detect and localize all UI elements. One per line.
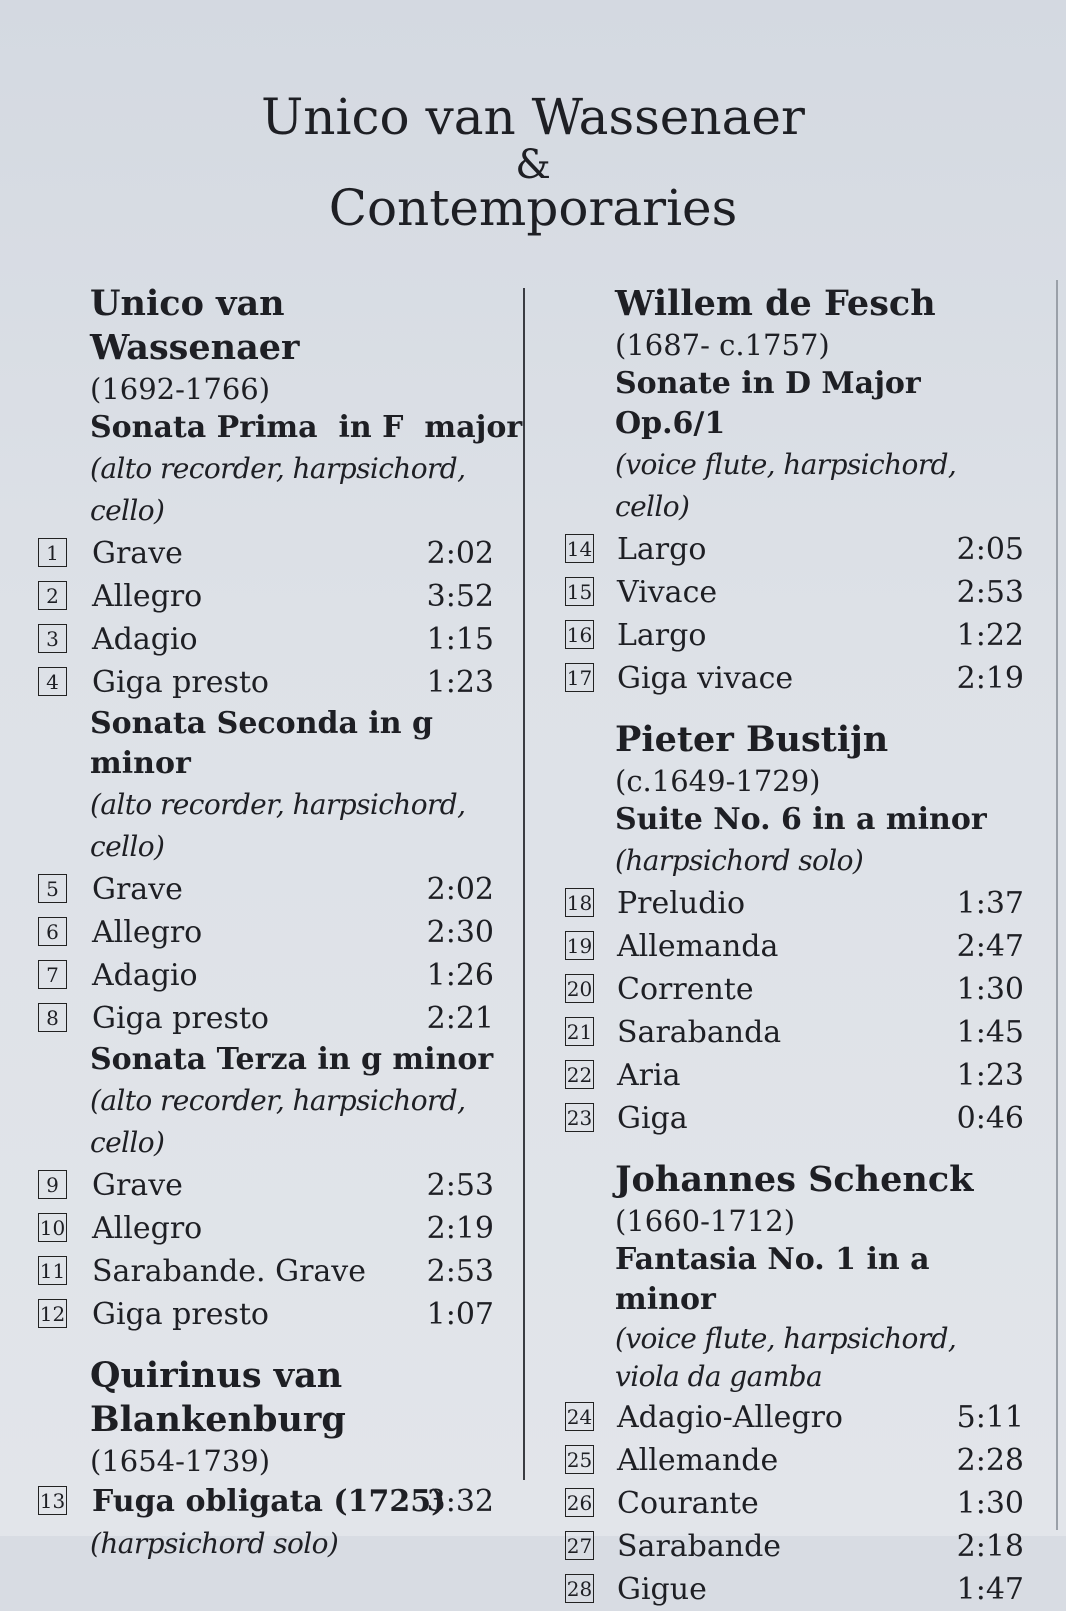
track-title: Adagio	[92, 958, 198, 993]
track-title: Allemande	[617, 1443, 779, 1478]
composer-name-line2: Blankenburg	[90, 1399, 346, 1440]
track-duration: 2:19	[426, 1211, 494, 1246]
work-instruments: (alto recorder, harpsichord, cello)	[90, 452, 466, 527]
track-title: Vivace	[617, 575, 718, 610]
track-title: Sarabande	[617, 1529, 782, 1564]
work-title: Sonata Prima in F major	[90, 410, 523, 445]
track-number: 10	[38, 1213, 67, 1242]
track-number: 19	[565, 931, 594, 960]
track-duration: 2:30	[426, 915, 494, 950]
track-number: 28	[565, 1574, 594, 1603]
track-list	[30, 1164, 500, 1336]
track-row	[555, 1054, 1030, 1097]
work-instruments-line1: (voice flute, harpsichord,	[615, 1322, 957, 1355]
track-title: Adagio-Allegro	[617, 1400, 843, 1435]
track-duration: 0:46	[956, 1101, 1024, 1136]
track-duration: 2:19	[956, 661, 1024, 696]
composer-name-line1: Quirinus van	[90, 1355, 343, 1396]
work-instruments: (harpsichord solo)	[90, 1527, 339, 1560]
work-title: Suite No. 6 in a minor	[615, 802, 987, 837]
track-list	[30, 1480, 500, 1523]
track-title: Gigue	[617, 1572, 707, 1607]
composer-name: Willem de Fesch	[615, 283, 936, 324]
track-row	[555, 968, 1030, 1011]
track-title: Preludio	[617, 886, 746, 921]
track-duration: 5:11	[956, 1400, 1024, 1435]
track-number: 23	[565, 1103, 594, 1132]
work-title: Sonata Seconda in g minor	[90, 706, 433, 781]
track-number: 17	[565, 663, 594, 692]
track-row	[555, 1097, 1030, 1140]
track-duration: 1:23	[956, 1058, 1024, 1093]
track-duration: 2:05	[956, 532, 1024, 567]
track-number: 24	[565, 1402, 594, 1431]
track-title: Allegro	[92, 579, 203, 614]
track-duration: 2:53	[426, 1254, 494, 1289]
track-row	[30, 868, 500, 911]
track-number: 15	[565, 577, 594, 606]
track-title: Aria	[617, 1058, 681, 1093]
track-title: Allegro	[92, 915, 203, 950]
composer-dates: (1692-1766)	[90, 372, 271, 406]
work-title: Sonate in D Major Op.6/1	[615, 366, 921, 441]
track-title: Giga	[617, 1101, 688, 1136]
track-row	[30, 575, 500, 618]
track-list	[30, 868, 500, 1040]
track-list	[555, 528, 1030, 700]
track-row	[555, 1482, 1030, 1525]
work-instruments-line2: viola da gamba	[615, 1360, 823, 1393]
track-title: Giga presto	[92, 1297, 269, 1332]
composer-dates: (1687- c.1757)	[615, 328, 830, 362]
track-number: 14	[565, 534, 594, 563]
track-title: Courante	[617, 1486, 759, 1521]
track-row	[555, 1525, 1030, 1568]
composer-name: Johannes Schenck	[615, 1159, 974, 1200]
track-title: Giga vivace	[617, 661, 794, 696]
track-number: 18	[565, 888, 594, 917]
track-title: Largo	[617, 532, 707, 567]
track-row	[30, 1480, 500, 1523]
track-duration: 3:32	[426, 1484, 494, 1519]
column-divider	[523, 288, 525, 1480]
track-number: 1	[38, 538, 67, 567]
track-row	[30, 1207, 500, 1250]
work-instruments: (alto recorder, harpsichord, cello)	[90, 788, 466, 863]
track-row	[555, 1439, 1030, 1482]
track-row	[555, 571, 1030, 614]
track-row	[555, 614, 1030, 657]
track-number: 5	[38, 874, 67, 903]
track-row	[555, 1396, 1030, 1439]
track-row	[555, 1568, 1030, 1611]
composer-dates: (1654-1739)	[90, 1444, 271, 1478]
track-number: 22	[565, 1060, 594, 1089]
track-duration: 1:07	[426, 1297, 494, 1332]
track-number: 20	[565, 974, 594, 1003]
track-duration: 2:18	[956, 1529, 1024, 1564]
section-gap	[555, 1140, 1030, 1158]
track-list	[30, 532, 500, 704]
track-number: 4	[38, 667, 67, 696]
left-column	[30, 282, 523, 1565]
work-instruments: (harpsichord solo)	[615, 844, 864, 877]
track-duration: 1:15	[426, 622, 494, 657]
track-row	[30, 1250, 500, 1293]
section-gap	[555, 700, 1030, 718]
track-title: Grave	[92, 1168, 183, 1203]
track-title: Adagio	[92, 622, 198, 657]
composer-name: Pieter Bustijn	[615, 719, 889, 760]
track-title: Allemanda	[617, 929, 779, 964]
track-duration: 2:47	[956, 929, 1024, 964]
composer-dates: (1660-1712)	[615, 1204, 796, 1238]
track-row	[30, 954, 500, 997]
track-row	[30, 997, 500, 1040]
track-duration: 1:45	[956, 1015, 1024, 1050]
track-title: Corrente	[617, 972, 754, 1007]
track-title: Giga presto	[92, 665, 269, 700]
track-duration: 1:47	[956, 1572, 1024, 1607]
track-duration: 1:37	[956, 886, 1024, 921]
album-title-line1: Unico van Wassenaer	[261, 88, 805, 146]
track-row	[30, 1164, 500, 1207]
track-row	[30, 1293, 500, 1336]
track-number: 7	[38, 960, 67, 989]
track-duration: 1:26	[426, 958, 494, 993]
track-row	[555, 925, 1030, 968]
track-duration: 3:52	[426, 579, 494, 614]
section-gap	[30, 1336, 500, 1354]
right-column	[555, 282, 1030, 1611]
track-row	[30, 661, 500, 704]
composer-dates: (c.1649-1729)	[615, 764, 821, 798]
work-title: Sonata Terza in g minor	[90, 1042, 494, 1077]
track-list	[555, 882, 1030, 1140]
track-number: 9	[38, 1170, 67, 1199]
track-number: 16	[565, 620, 594, 649]
track-title: Largo	[617, 618, 707, 653]
track-number: 12	[38, 1299, 67, 1328]
track-row	[555, 882, 1030, 925]
track-list	[555, 1396, 1030, 1611]
track-number: 11	[38, 1256, 67, 1285]
work-instruments: (alto recorder, harpsichord, cello)	[90, 1084, 466, 1159]
track-duration: 2:53	[426, 1168, 494, 1203]
track-number: 25	[565, 1445, 594, 1474]
track-duration: 2:28	[956, 1443, 1024, 1478]
track-row	[30, 532, 500, 575]
track-row	[30, 911, 500, 954]
album-title-ampersand: &	[515, 142, 551, 188]
track-duration: 1:30	[956, 1486, 1024, 1521]
track-title: Fuga obligata (1725)	[92, 1484, 446, 1519]
album-title-line3: Contemporaries	[328, 179, 738, 237]
track-row	[30, 618, 500, 661]
track-row	[555, 1011, 1030, 1054]
track-row	[555, 528, 1030, 571]
track-duration: 2:21	[426, 1001, 494, 1036]
track-title: Grave	[92, 872, 183, 907]
track-row	[555, 657, 1030, 700]
track-number: 26	[565, 1488, 594, 1517]
track-title: Sarabanda	[617, 1015, 782, 1050]
page-edge-line	[1056, 280, 1058, 1530]
work-instruments: (voice flute, harpsichord, cello)	[615, 448, 957, 523]
track-number: 3	[38, 624, 67, 653]
track-number: 6	[38, 917, 67, 946]
track-duration: 1:22	[956, 618, 1024, 653]
track-duration: 1:30	[956, 972, 1024, 1007]
track-duration: 2:53	[956, 575, 1024, 610]
track-duration: 2:02	[426, 536, 494, 571]
track-title: Giga presto	[92, 1001, 269, 1036]
track-duration: 2:02	[426, 872, 494, 907]
track-number: 8	[38, 1003, 67, 1032]
track-title: Grave	[92, 536, 183, 571]
track-duration: 1:23	[426, 665, 494, 700]
composer-name: Unico van Wassenaer	[90, 283, 300, 368]
work-title: Fantasia No. 1 in a minor	[615, 1242, 930, 1317]
track-number: 27	[565, 1531, 594, 1560]
track-number: 2	[38, 581, 67, 610]
track-number: 21	[565, 1017, 594, 1046]
track-title: Allegro	[92, 1211, 203, 1246]
track-number: 13	[38, 1486, 67, 1515]
track-title: Sarabande. Grave	[92, 1254, 366, 1289]
